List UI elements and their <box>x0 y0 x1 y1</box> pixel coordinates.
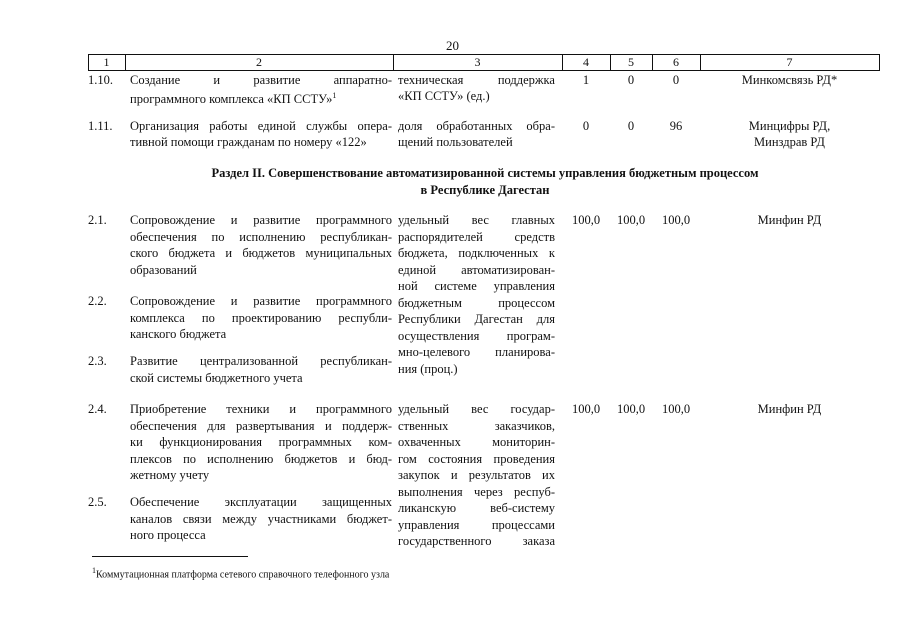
row-text-line: каналов связи между участниками бюджет- <box>130 511 392 526</box>
row-text-line: Обеспечение эксплуатации защищенных <box>130 495 392 509</box>
indicator-line: бюджета, подключенных к <box>398 246 555 260</box>
indicator-line: Республики Дагестан для <box>398 312 555 326</box>
row-text-line: Развитие централизованной республикан- <box>130 354 392 368</box>
indicator-line: выполнения через респуб- <box>398 484 555 499</box>
header-col-1: 1 <box>103 55 110 69</box>
value-col-6: 100,0 <box>661 213 691 227</box>
header-col-6: 6 <box>673 55 679 69</box>
footnote <box>92 566 389 580</box>
row-text-line: программного комплекса «КП ССТУ»$^1$ <box>130 91 337 107</box>
row-text-line: ного процесса <box>130 528 206 542</box>
indicator-line: охваченных мониторин- <box>398 435 555 449</box>
indicator-line: ственных заказчиков, <box>398 418 555 433</box>
page-number: 20 <box>446 38 459 53</box>
row-number: 2.5. <box>88 495 107 509</box>
header-col-5: 5 <box>628 55 634 69</box>
indicator-line: удельный вес государ- <box>398 402 555 416</box>
indicator-line: удельный вес главных <box>398 213 555 227</box>
row-text-line: комплекса по проектированию республи- <box>130 310 392 325</box>
value-col-4: 1 <box>582 73 590 87</box>
value-col-4: 100,0 <box>571 402 601 416</box>
row-text-line: канского бюджета <box>130 327 227 341</box>
section-heading-line: в Республике Дагестан <box>420 182 550 197</box>
indicator-line: закупок и результатов их <box>398 468 555 482</box>
row-text-line: тивной помощи гражданам по номеру «122» <box>130 135 367 149</box>
row-text-line: образований <box>130 262 197 277</box>
row-text-line: Сопровождение и развитие программного <box>130 213 392 227</box>
indicator-line: ния (проц.) <box>398 361 458 376</box>
indicator-line: гом состояния проведения <box>398 451 555 466</box>
indicator-line: ликанскую веб-систему <box>398 501 555 515</box>
indicator-line: щений пользователей <box>398 135 513 149</box>
footnote-mark: 1 <box>332 91 337 100</box>
indicator-line: осуществления програм- <box>398 328 555 343</box>
responsible: Минкомсвязь РД* <box>741 73 838 87</box>
header-col-3: 3 <box>474 55 481 69</box>
responsible: Минфин РД <box>757 213 822 227</box>
row-text-line: ской системы бюджетного учета <box>130 370 303 385</box>
footnote-separator <box>92 556 248 557</box>
value-col-6: 100,0 <box>661 402 691 416</box>
value-col-5: 0 <box>627 119 635 133</box>
indicator-line: мно-целевого планирова- <box>398 345 555 359</box>
row-number: 2.2. <box>88 294 107 308</box>
header-col-2: 2 <box>256 55 262 69</box>
value-col-4: 0 <box>582 119 590 133</box>
responsible: Минздрав РД <box>754 135 825 149</box>
row-text-line: Сопровождение и развитие программного <box>130 294 392 308</box>
footnote-text: Коммутационная платформа сетевого справочного телефонного узла <box>96 569 390 581</box>
row-text-line: ского бюджета и бюджетов муниципальных <box>130 246 392 260</box>
indicator-line: единой автоматизирован- <box>398 262 555 277</box>
footnote-mark: 1 <box>92 566 96 575</box>
value-col-6: 96 <box>669 119 683 133</box>
row-number: 2.1. <box>88 213 107 227</box>
row-text-line: Организация работы единой службы опера- <box>130 119 392 133</box>
indicator-line: доля обработанных обра- <box>398 119 555 133</box>
row-text-line: жетному учету <box>130 468 210 482</box>
indicator-line: техническая поддержка <box>398 73 555 87</box>
indicator-line: государственного заказа <box>398 534 555 548</box>
value-col-4: 100,0 <box>571 213 601 227</box>
row-text-line: Создание и развитие аппаратно- <box>130 73 392 87</box>
header-bottom-border <box>88 70 880 71</box>
section-heading <box>150 165 820 198</box>
value-col-5: 100,0 <box>616 213 646 227</box>
row-number: 2.3. <box>88 354 107 368</box>
row-number: 2.4. <box>88 402 107 416</box>
section-heading-line: Раздел II. Совершенствование автоматизированной системы управления бюджетным процессом <box>211 166 759 180</box>
row-text-line: ки функционирования программных ком- <box>130 435 392 449</box>
indicator-line: распорядителей средств <box>398 229 555 244</box>
indicator-line: ной системе управления <box>398 279 555 293</box>
indicator-line: бюджетным процессом <box>398 295 555 310</box>
responsible: Минфин РД <box>757 402 822 416</box>
value-col-5: 100,0 <box>616 402 646 416</box>
responsible: Минцифры РД, <box>748 119 831 133</box>
indicator-line: «КП ССТУ» (ед.) <box>398 89 490 103</box>
row-text-line: Приобретение техники и программного <box>130 402 392 416</box>
row-text-line: обеспечения по исполнению республикан- <box>130 229 392 244</box>
indicator-line: управления процессами <box>398 517 555 532</box>
header-col-7: 7 <box>786 55 793 69</box>
row-number: 1.11. <box>88 119 113 133</box>
header-col-4: 4 <box>583 55 589 69</box>
value-col-5: 0 <box>627 73 635 87</box>
value-col-6: 0 <box>672 73 680 87</box>
row-text-line: плексов по исполнению бюджетов и бюд- <box>130 451 392 466</box>
row-number: 1.10. <box>88 73 113 87</box>
header-divider <box>879 54 880 70</box>
row-text-line: обеспечения для развертывания и поддерж- <box>130 418 392 433</box>
